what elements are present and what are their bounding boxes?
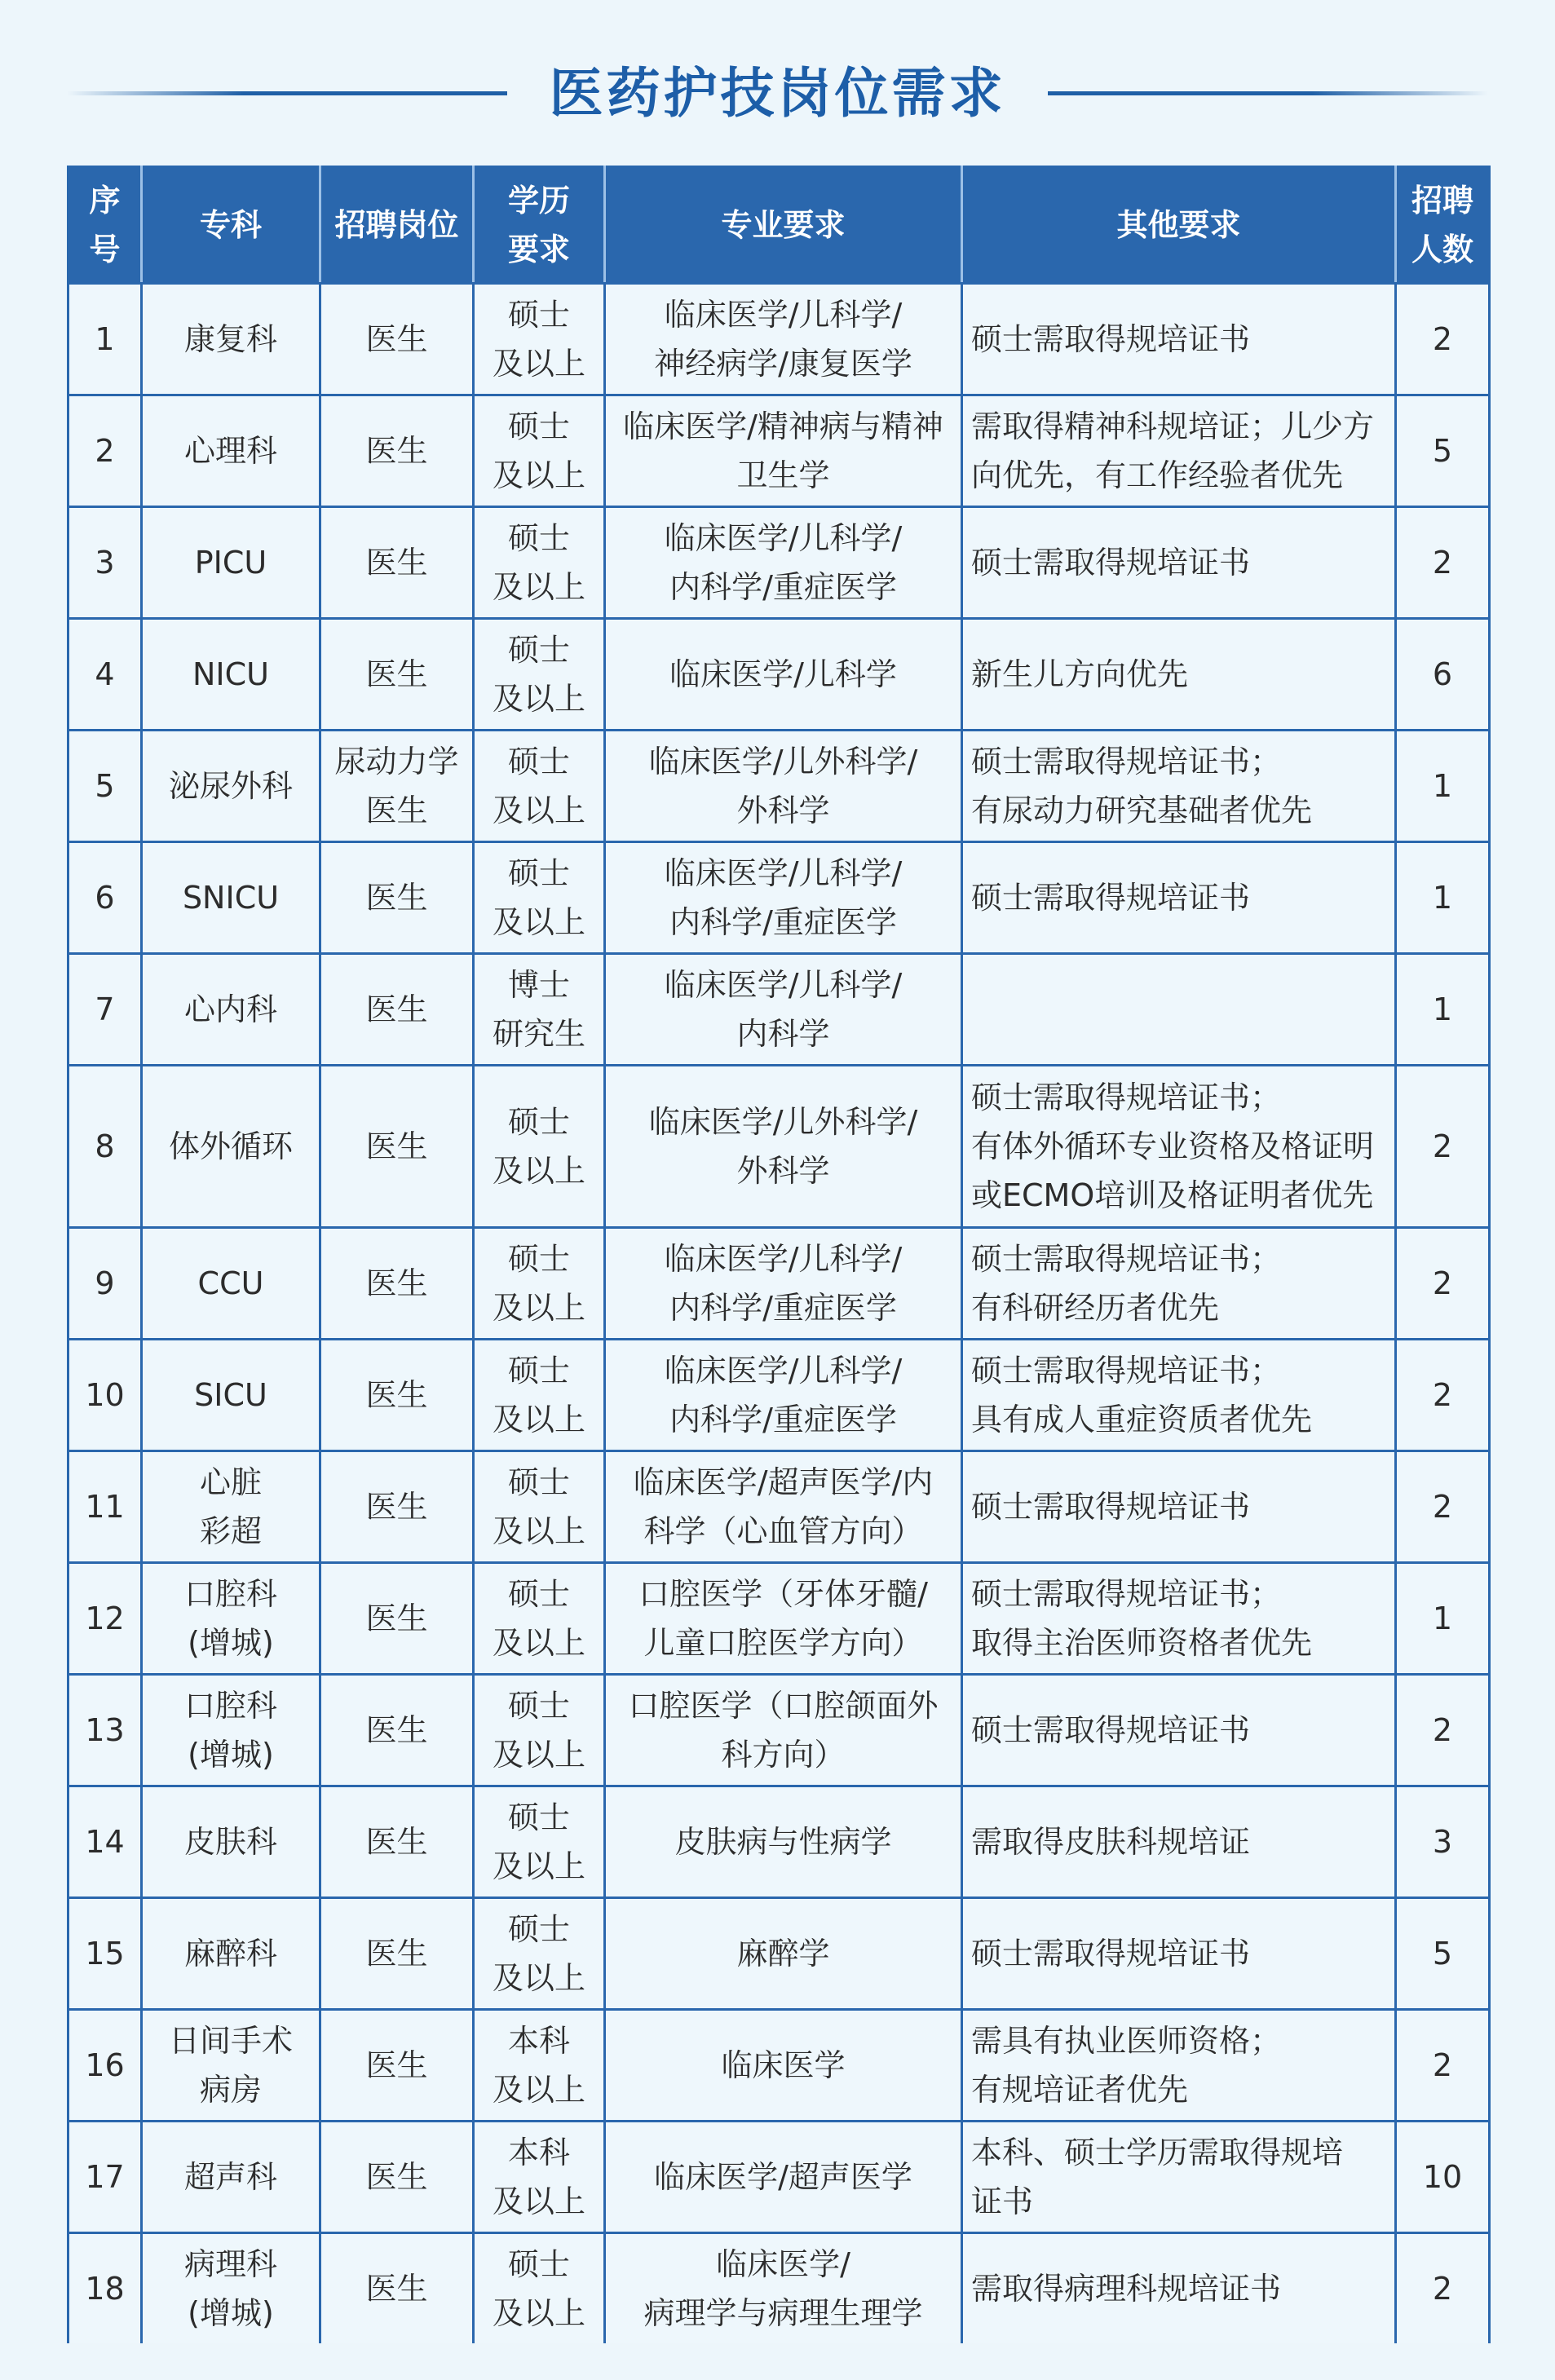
cell-post-text: 医生 — [365, 545, 428, 581]
cell-edu — [474, 2010, 605, 2122]
cell-major — [605, 954, 962, 1066]
cell-major — [605, 619, 962, 731]
cell-dept — [142, 1675, 320, 1786]
cell-post-text: 医生 — [365, 1265, 428, 1301]
cell-no-text: 11 — [85, 1489, 125, 1525]
cell-post-text: 医生 — [365, 1489, 428, 1525]
cell-edu — [474, 1563, 605, 1675]
cell-major-text: 临床医学/儿科学/ 内科学 — [664, 967, 903, 1052]
cell-no-text: 10 — [85, 1377, 125, 1413]
cell-dept — [142, 731, 320, 842]
cell-no — [68, 1786, 142, 1898]
header-edu: 学历 要求 — [474, 167, 605, 284]
cell-post-text: 医生 — [365, 1377, 428, 1413]
cell-other-text: 本科、硕士学历需取得规培 证书 — [971, 2135, 1344, 2219]
cell-dept — [142, 284, 320, 395]
cell-dept — [142, 1563, 320, 1675]
cell-post-text: 医生 — [365, 1712, 428, 1748]
cell-other-text: 硕士需取得规培证书 — [971, 880, 1251, 916]
cell-count — [1396, 2233, 1490, 2344]
cell-dept — [142, 954, 320, 1066]
cell-major-text: 口腔医学（牙体牙髓/ 儿童口腔医学方向） — [638, 1576, 928, 1661]
cell-other — [962, 2233, 1396, 2344]
cell-count-text: 2 — [1432, 2271, 1453, 2307]
cell-dept — [142, 1451, 320, 1563]
cell-edu — [474, 507, 605, 619]
cell-no — [68, 507, 142, 619]
cell-major-text: 临床医学/儿外科学/ 外科学 — [648, 744, 918, 828]
cell-dept-text: 皮肤科 — [183, 1824, 277, 1860]
cell-count-text: 1 — [1432, 991, 1453, 1027]
cell-other — [962, 954, 1396, 1066]
cell-dept-text: 心理科 — [183, 433, 277, 469]
cell-edu-text: 硕士 及以上 — [492, 1799, 585, 1884]
cell-count — [1396, 1786, 1490, 1898]
cell-other-text: 需具有执业医师资格； 有规培证者优先 — [971, 2023, 1282, 2108]
cell-other-text: 硕士需取得规培证书； 有体外循环专业资格及格证明 或ECMO培训及格证明者优先 — [971, 1080, 1375, 1213]
cell-edu — [474, 619, 605, 731]
cell-post-text: 医生 — [365, 1936, 428, 1972]
cell-major — [605, 284, 962, 395]
cell-edu-text: 硕士 及以上 — [492, 1464, 585, 1549]
cell-dept — [142, 1066, 320, 1228]
cell-edu — [474, 1066, 605, 1228]
header-count: 招聘 人数 — [1396, 167, 1490, 284]
cell-no-text: 12 — [85, 1601, 125, 1636]
table-row — [68, 284, 1490, 395]
cell-count-text: 6 — [1432, 656, 1453, 692]
cell-edu-text: 硕士 及以上 — [492, 1576, 585, 1661]
cell-count — [1396, 619, 1490, 731]
cell-count — [1396, 507, 1490, 619]
cell-no — [68, 1675, 142, 1786]
cell-no-text: 5 — [95, 768, 115, 804]
table-row — [68, 731, 1490, 842]
cell-count — [1396, 1675, 1490, 1786]
cell-major — [605, 1786, 962, 1898]
cell-other — [962, 2122, 1396, 2233]
cell-no — [68, 284, 142, 395]
cell-major-text: 口腔医学（口腔颌面外 科方向） — [628, 1688, 939, 1773]
cell-post — [320, 284, 474, 395]
cell-dept — [142, 2233, 320, 2344]
cell-major-text: 临床医学/儿科学/ 内科学/重症医学 — [664, 1353, 903, 1437]
cell-post-text: 医生 — [365, 2271, 428, 2307]
cell-other — [962, 1786, 1396, 1898]
cell-no-text: 8 — [95, 1128, 115, 1164]
cell-post — [320, 1066, 474, 1228]
cell-major-text: 临床医学/超声医学/内 科学（心血管方向） — [633, 1464, 934, 1549]
cell-dept — [142, 1898, 320, 2010]
table-row — [68, 619, 1490, 731]
cell-dept — [142, 1228, 320, 1340]
cell-other-text: 需取得病理科规培证书 — [971, 2271, 1282, 2307]
cell-major-text: 临床医学/儿科学/ 内科学/重症医学 — [664, 1241, 903, 1326]
cell-count — [1396, 1898, 1490, 2010]
cell-no — [68, 1451, 142, 1563]
table-row — [68, 1898, 1490, 2010]
cell-edu-text: 硕士 及以上 — [492, 2246, 585, 2331]
cell-post — [320, 954, 474, 1066]
cell-no — [68, 1898, 142, 2010]
cell-other — [962, 507, 1396, 619]
cell-no-text: 18 — [85, 2271, 125, 2307]
cell-count-text: 2 — [1432, 321, 1453, 357]
cell-other-text: 新生儿方向优先 — [971, 656, 1189, 692]
cell-post-text: 医生 — [365, 1128, 428, 1164]
cell-edu — [474, 2122, 605, 2233]
table-body — [68, 284, 1490, 2344]
recruitment-table — [67, 166, 1491, 2343]
cell-post — [320, 2122, 474, 2233]
cell-other — [962, 1228, 1396, 1340]
cell-other — [962, 395, 1396, 507]
cell-count-text: 2 — [1432, 1377, 1453, 1413]
cell-post-text: 医生 — [365, 2047, 428, 2083]
cell-no-text: 7 — [95, 991, 115, 1027]
cell-edu-text: 硕士 及以上 — [492, 1104, 585, 1189]
cell-edu-text: 硕士 及以上 — [492, 1911, 585, 1996]
cell-edu-text: 硕士 及以上 — [492, 1353, 585, 1437]
cell-dept-text: NICU — [192, 656, 269, 692]
cell-edu-text: 本科 及以上 — [492, 2135, 585, 2219]
cell-dept — [142, 395, 320, 507]
cell-post — [320, 1563, 474, 1675]
cell-no — [68, 1066, 142, 1228]
cell-dept-text: 泌尿外科 — [168, 768, 293, 804]
cell-edu-text: 本科 及以上 — [492, 2023, 585, 2108]
cell-major — [605, 2010, 962, 2122]
cell-count — [1396, 954, 1490, 1066]
cell-major-text: 临床医学/精神病与精神 卫生学 — [623, 408, 943, 493]
cell-dept-text: 心内科 — [183, 991, 277, 1027]
cell-count-text: 2 — [1432, 2047, 1453, 2083]
cell-other — [962, 2010, 1396, 2122]
cell-edu — [474, 284, 605, 395]
cell-other — [962, 1898, 1396, 2010]
title-bar — [0, 49, 1555, 139]
cell-count — [1396, 1228, 1490, 1340]
table-row — [68, 1066, 1490, 1228]
cell-post — [320, 2010, 474, 2122]
cell-edu-text: 硕士 及以上 — [492, 408, 585, 493]
cell-edu-text: 博士 研究生 — [492, 967, 585, 1052]
table-row — [68, 1786, 1490, 1898]
cell-dept-text: 康复科 — [183, 321, 277, 357]
table-row — [68, 2010, 1490, 2122]
cell-major — [605, 507, 962, 619]
page-title: 医药护技岗位需求 — [549, 62, 1006, 125]
cell-edu-text: 硕士 及以上 — [492, 855, 585, 940]
cell-dept-text: 口腔科 (增城) — [183, 1688, 277, 1773]
cell-other-text: 硕士需取得规培证书； 有尿动力研究基础者优先 — [971, 744, 1313, 828]
cell-other — [962, 1340, 1396, 1451]
cell-post — [320, 395, 474, 507]
cell-no-text: 16 — [85, 2047, 125, 2083]
table-row — [68, 1228, 1490, 1340]
cell-major-text: 临床医学/儿外科学/ 外科学 — [648, 1104, 918, 1189]
cell-major — [605, 2122, 962, 2233]
cell-dept — [142, 619, 320, 731]
cell-major — [605, 1563, 962, 1675]
table-header-row — [68, 167, 1490, 284]
cell-post — [320, 842, 474, 954]
cell-count — [1396, 1340, 1490, 1451]
cell-edu — [474, 731, 605, 842]
title-divider-right — [1048, 91, 1488, 95]
cell-count — [1396, 284, 1490, 395]
cell-major — [605, 1898, 962, 2010]
cell-major-text: 临床医学/儿科学/ 神经病学/康复医学 — [654, 297, 912, 382]
cell-no-text: 4 — [95, 656, 115, 692]
cell-post-text: 医生 — [365, 2159, 428, 2195]
cell-post — [320, 1451, 474, 1563]
cell-post — [320, 1675, 474, 1786]
cell-count-text: 3 — [1432, 1824, 1453, 1860]
cell-major — [605, 1228, 962, 1340]
cell-no-text: 6 — [95, 880, 115, 916]
cell-post-text: 尿动力学 医生 — [334, 744, 459, 828]
cell-other — [962, 1563, 1396, 1675]
cell-no — [68, 1340, 142, 1451]
cell-dept-text: 心脏 彩超 — [199, 1464, 262, 1549]
cell-other-text: 硕士需取得规培证书； 有科研经历者优先 — [971, 1241, 1282, 1326]
cell-edu — [474, 1898, 605, 2010]
cell-other — [962, 842, 1396, 954]
cell-no-text: 2 — [95, 433, 115, 469]
cell-major-text: 临床医学/ 病理学与病理生理学 — [643, 2246, 923, 2331]
cell-post — [320, 1898, 474, 2010]
cell-count — [1396, 395, 1490, 507]
cell-dept-text: 病理科 (增城) — [183, 2246, 277, 2331]
cell-major-text: 麻醉学 — [736, 1936, 830, 1972]
cell-dept-text: SNICU — [182, 880, 280, 916]
table-row — [68, 2233, 1490, 2344]
cell-edu — [474, 842, 605, 954]
cell-major-text: 皮肤病与性病学 — [674, 1824, 892, 1860]
cell-edu — [474, 2233, 605, 2344]
header-dept: 专科 — [142, 167, 320, 284]
cell-edu-text: 硕士 及以上 — [492, 1241, 585, 1326]
cell-count-text: 2 — [1432, 545, 1453, 581]
cell-other-text: 硕士需取得规培证书 — [971, 1936, 1251, 1972]
cell-major — [605, 1340, 962, 1451]
cell-edu — [474, 1675, 605, 1786]
cell-dept — [142, 1786, 320, 1898]
cell-no — [68, 2010, 142, 2122]
cell-count-text: 1 — [1432, 1601, 1453, 1636]
cell-major-text: 临床医学/超声医学 — [654, 2159, 912, 2195]
table-row — [68, 507, 1490, 619]
cell-other — [962, 731, 1396, 842]
cell-edu-text: 硕士 及以上 — [492, 632, 585, 717]
cell-count — [1396, 2010, 1490, 2122]
cell-major — [605, 1675, 962, 1786]
cell-edu-text: 硕士 及以上 — [492, 744, 585, 828]
cell-edu-text: 硕士 及以上 — [492, 1688, 585, 1773]
cell-edu — [474, 1786, 605, 1898]
cell-no-text: 9 — [95, 1265, 115, 1301]
table-row — [68, 1675, 1490, 1786]
cell-no — [68, 395, 142, 507]
cell-major — [605, 842, 962, 954]
cell-post-text: 医生 — [365, 991, 428, 1027]
cell-dept-text: CCU — [197, 1265, 264, 1301]
table-row — [68, 954, 1490, 1066]
header-no: 序 号 — [68, 167, 142, 284]
cell-other-text: 硕士需取得规培证书； 取得主治医师资格者优先 — [971, 1576, 1313, 1661]
cell-major-text: 临床医学/儿科学 — [669, 656, 897, 692]
cell-dept-text: 日间手术 病房 — [168, 2023, 293, 2108]
cell-no — [68, 1563, 142, 1675]
cell-count-text: 2 — [1432, 1265, 1453, 1301]
cell-count-text: 5 — [1432, 433, 1453, 469]
cell-other-text: 硕士需取得规培证书 — [971, 1712, 1251, 1748]
cell-count-text: 1 — [1432, 768, 1453, 804]
cell-dept — [142, 1340, 320, 1451]
cell-dept-text: 麻醉科 — [183, 1936, 277, 1972]
cell-no-text: 1 — [95, 321, 115, 357]
cell-count-text: 10 — [1422, 2159, 1463, 2195]
cell-no-text: 17 — [85, 2159, 125, 2195]
cell-dept-text: 口腔科 (增城) — [183, 1576, 277, 1661]
cell-post — [320, 731, 474, 842]
cell-count-text: 1 — [1432, 880, 1453, 916]
header-other: 其他要求 — [962, 167, 1396, 284]
cell-major-text: 临床医学/儿科学/ 内科学/重症医学 — [664, 855, 903, 940]
cell-major — [605, 2233, 962, 2344]
header-post: 招聘岗位 — [320, 167, 474, 284]
cell-no — [68, 842, 142, 954]
cell-post-text: 医生 — [365, 656, 428, 692]
cell-dept-text: 体外循环 — [168, 1128, 293, 1164]
cell-no-text: 14 — [85, 1824, 125, 1860]
cell-post-text: 医生 — [365, 880, 428, 916]
cell-count-text: 2 — [1432, 1489, 1453, 1525]
cell-count-text: 5 — [1432, 1936, 1453, 1972]
table-row — [68, 1340, 1490, 1451]
table-row — [68, 1451, 1490, 1563]
cell-edu — [474, 1228, 605, 1340]
cell-count — [1396, 2122, 1490, 2233]
table-row — [68, 2122, 1490, 2233]
cell-post-text: 医生 — [365, 1601, 428, 1636]
cell-major-text: 临床医学 — [721, 2047, 846, 2083]
cell-dept — [142, 507, 320, 619]
cell-post — [320, 507, 474, 619]
cell-other — [962, 1066, 1396, 1228]
cell-dept-text: SICU — [194, 1377, 267, 1413]
cell-major — [605, 395, 962, 507]
cell-major-text: 临床医学/儿科学/ 内科学/重症医学 — [664, 520, 903, 605]
cell-post-text: 医生 — [365, 1824, 428, 1860]
cell-dept — [142, 842, 320, 954]
cell-count-text: 2 — [1432, 1712, 1453, 1748]
cell-other-text: 需取得皮肤科规培证 — [971, 1824, 1251, 1860]
title-divider-left — [67, 91, 507, 95]
cell-post — [320, 2233, 474, 2344]
cell-no — [68, 2122, 142, 2233]
cell-count — [1396, 842, 1490, 954]
cell-no-text: 13 — [85, 1712, 125, 1748]
header-major: 专业要求 — [605, 167, 962, 284]
cell-post-text: 医生 — [365, 433, 428, 469]
cell-count-text: 2 — [1432, 1128, 1453, 1164]
cell-count — [1396, 1563, 1490, 1675]
cell-major — [605, 731, 962, 842]
cell-other — [962, 1675, 1396, 1786]
cell-count — [1396, 731, 1490, 842]
cell-other-text: 硕士需取得规培证书 — [971, 1489, 1251, 1525]
cell-edu-text: 硕士 及以上 — [492, 520, 585, 605]
cell-other-text: 硕士需取得规培证书 — [971, 545, 1251, 581]
cell-other — [962, 284, 1396, 395]
table-row — [68, 842, 1490, 954]
cell-post — [320, 1786, 474, 1898]
cell-edu-text: 硕士 及以上 — [492, 297, 585, 382]
cell-post — [320, 1228, 474, 1340]
cell-edu — [474, 1340, 605, 1451]
cell-no — [68, 731, 142, 842]
cell-other — [962, 1451, 1396, 1563]
cell-major — [605, 1066, 962, 1228]
cell-post-text: 医生 — [365, 321, 428, 357]
cell-other-text: 硕士需取得规培证书 — [971, 321, 1251, 357]
cell-no — [68, 2233, 142, 2344]
cell-edu — [474, 954, 605, 1066]
cell-no — [68, 954, 142, 1066]
cell-other-text: 需取得精神科规培证；儿少方 向优先，有工作经验者优先 — [971, 408, 1375, 493]
cell-dept — [142, 2010, 320, 2122]
table-row — [68, 1563, 1490, 1675]
cell-dept — [142, 2122, 320, 2233]
cell-other-text: 硕士需取得规培证书； 具有成人重症资质者优先 — [971, 1353, 1313, 1437]
cell-no-text: 3 — [95, 545, 115, 581]
cell-other — [962, 619, 1396, 731]
cell-dept-text: 超声科 — [183, 2159, 277, 2195]
cell-no — [68, 619, 142, 731]
table-row — [68, 395, 1490, 507]
cell-post — [320, 1340, 474, 1451]
cell-no — [68, 1228, 142, 1340]
cell-edu — [474, 1451, 605, 1563]
cell-major — [605, 1451, 962, 1563]
cell-count — [1396, 1066, 1490, 1228]
cell-post — [320, 619, 474, 731]
cell-dept-text: PICU — [194, 545, 267, 581]
cell-count — [1396, 1451, 1490, 1563]
cell-edu — [474, 395, 605, 507]
cell-no-text: 15 — [85, 1936, 125, 1972]
